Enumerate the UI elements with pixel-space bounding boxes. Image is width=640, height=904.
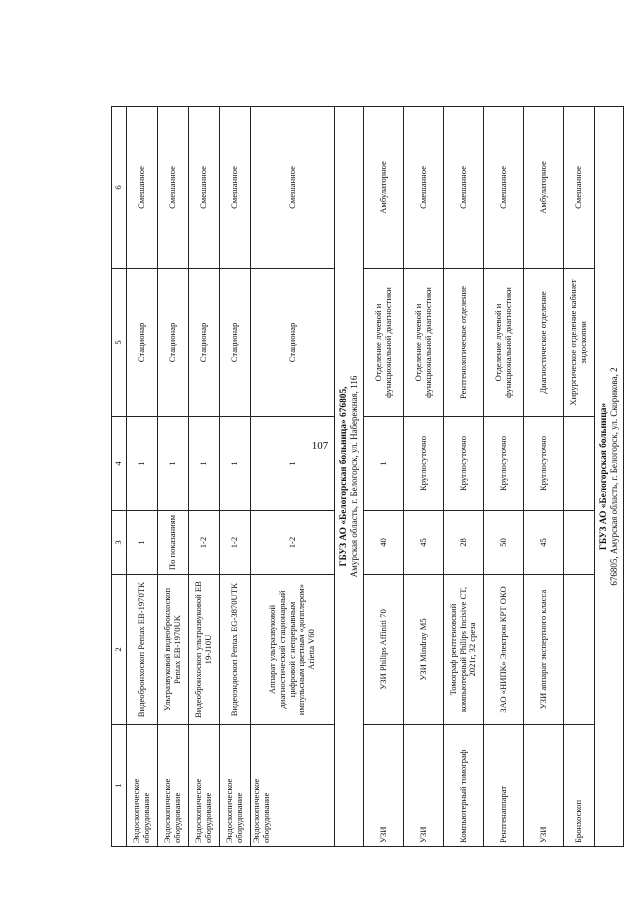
org-name: ГБУЗ АО «Белогорская больница» (598, 402, 609, 551)
equipment-model: Ультразвуковой видеобронхоскоп Pentax EB-1970UK (158, 575, 189, 725)
col-header-2: 2 (112, 575, 127, 725)
load-value: 45 (524, 511, 564, 575)
shift-value: Круглосуточно (404, 417, 444, 511)
equipment-type: УЗИ (524, 725, 564, 847)
header-row (112, 107, 127, 847)
table-row (189, 107, 220, 847)
col-header-1: 1 (112, 725, 127, 847)
table-row (564, 107, 595, 847)
equipment-model: УЗИ Mindray M5 (404, 575, 444, 725)
org-name: ГБУЗ АО «Белогорская больница» 676805, (338, 386, 349, 567)
table-row (484, 107, 524, 847)
care-type: Амбулаторное (524, 107, 564, 269)
equipment-type: Компьютерный томограф (444, 725, 484, 847)
care-type: Смешанное (564, 107, 595, 269)
care-type: Амбулаторное (364, 107, 404, 269)
load-value: 1-2 (251, 511, 335, 575)
equipment-model: УЗИ Philips Affiniti 70 (364, 575, 404, 725)
table-row (444, 107, 484, 847)
shift-value: 1 (127, 417, 158, 511)
shift-value: 1 (158, 417, 189, 511)
table-row (364, 107, 404, 847)
equipment-type: УЗИ (364, 725, 404, 847)
department: Диагностическое отделение (524, 269, 564, 417)
equipment-type: Эндоскопическое оборудование (127, 725, 158, 847)
department: Стационар (158, 269, 189, 417)
load-value: 1-2 (189, 511, 220, 575)
load-value: 28 (444, 511, 484, 575)
col-header-6: 6 (112, 107, 127, 269)
equipment-model: ЗАО «НИПК» Электрон КРТ ОКО (484, 575, 524, 725)
equipment-model: Видеобронхоскоп ультразвуковой EB 19-J10U (189, 575, 220, 725)
care-type: Смешанное (220, 107, 251, 269)
table-row (251, 107, 335, 847)
shift-value: 1 (189, 417, 220, 511)
equipment-table (111, 106, 624, 847)
department: Хирургическое отделение кабинет эндоскопии (564, 269, 595, 417)
department: Отделение лучевой и функциональной диагностики (364, 269, 404, 417)
org-block (335, 107, 364, 847)
load-value: 50 (484, 511, 524, 575)
load-value (564, 511, 595, 575)
department: Стационар (189, 269, 220, 417)
shift-value: Круглосуточно (524, 417, 564, 511)
shift-value (564, 417, 595, 511)
org-header-row (595, 107, 624, 847)
department: Отделение лучевой и функциональной диагностики (484, 269, 524, 417)
department: Стационар (127, 269, 158, 417)
care-type: Смешанное (158, 107, 189, 269)
equipment-type: Эндоскопическое оборудование (220, 725, 251, 847)
shift-value: Круглосуточно (484, 417, 524, 511)
shift-value: 1 (220, 417, 251, 511)
equipment-model: УЗИ аппарат экспертного класса (524, 575, 564, 725)
col-header-4: 4 (112, 417, 127, 511)
equipment-type: Эндоскопическое оборудование (158, 725, 189, 847)
shift-value: Круглосуточно (444, 417, 484, 511)
load-value: 1-2 (220, 511, 251, 575)
load-value: 45 (404, 511, 444, 575)
load-value: По показаниям (158, 511, 189, 575)
department: Рентгенологическое отделение (444, 269, 484, 417)
rotated-page (111, 107, 620, 847)
department: Стационар (251, 269, 335, 417)
equipment-type: Эндоскопическое оборудование (189, 725, 220, 847)
org-block (595, 107, 624, 847)
equipment-model: Видеобронхоскоп Pentax EB-1970TK (127, 575, 158, 725)
table-row (158, 107, 189, 847)
load-value: 1 (127, 511, 158, 575)
equipment-model: Видеоэндоскоп Pentax EG-3870UTK (220, 575, 251, 725)
equipment-type: Рентгенаппарат (484, 725, 524, 847)
load-value: 40 (364, 511, 404, 575)
care-type: Смешанное (404, 107, 444, 269)
shift-value: 1 (251, 417, 335, 511)
equipment-model: Томограф рентгеновский компьютерный Philips Incisive CT, 2021г, 32 среза (444, 575, 484, 725)
equipment-type: Бронхоскоп (564, 725, 595, 847)
equipment-model: Аппарат ультразвуковой диагностический стационарный цифровой с непрерывным импульсным цветным «допплером» Arietta V60 (251, 575, 335, 725)
col-header-5: 5 (112, 269, 127, 417)
equipment-type: УЗИ (404, 725, 444, 847)
department: Отделение лучевой и функциональной диагностики (404, 269, 444, 417)
care-type: Смешанное (189, 107, 220, 269)
shift-value: 1 (364, 417, 404, 511)
care-type: Смешанное (127, 107, 158, 269)
col-header-3: 3 (112, 511, 127, 575)
org-address: 676805, Амурская область, г. Белогорск, ул. Скорикова, 2 (609, 367, 620, 586)
equipment-model (564, 575, 595, 725)
equipment-type: Эндоскопическое оборудование (251, 725, 335, 847)
table-row (127, 107, 158, 847)
care-type: Смешанное (251, 107, 335, 269)
table-row (404, 107, 444, 847)
department: Стационар (220, 269, 251, 417)
care-type: Смешанное (444, 107, 484, 269)
care-type: Смешанное (484, 107, 524, 269)
page-number: 107 (311, 440, 329, 452)
org-address: Амурская область, г. Белогорск, ул. Набережная, 116 (349, 375, 360, 578)
table-row (220, 107, 251, 847)
org-header-row (335, 107, 364, 847)
table-row (524, 107, 564, 847)
